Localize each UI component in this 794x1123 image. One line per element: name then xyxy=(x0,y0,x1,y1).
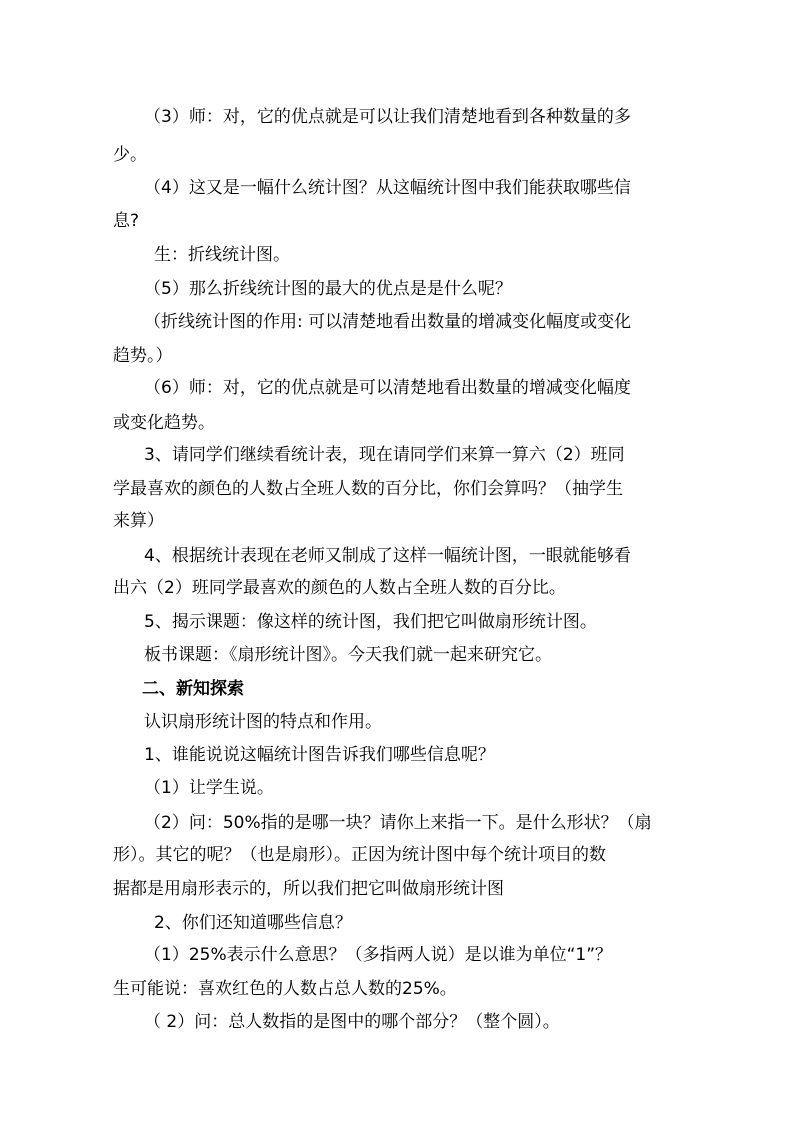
paragraph-line: 出六（2）班同学最喜欢的颜色的人数占全班人数的百分比。 xyxy=(113,578,566,598)
paragraph-line: （折线统计图的作用: 可以清楚地看出数量的增减变化幅度或变化 xyxy=(144,312,632,332)
paragraph-line: 1、谁能说说这幅统计图告诉我们哪些信息呢？ xyxy=(144,745,495,765)
paragraph-line: 3、请同学们继续看统计表，现在请同学们来算一算六（2）班同 xyxy=(144,445,625,465)
paragraph-line: 2、你们还知道哪些信息？ xyxy=(154,913,352,933)
paragraph-line: 认识扇形统计图的特点和作用。 xyxy=(144,712,382,732)
paragraph-line: 学最喜欢的颜色的人数占全班人数的百分比，你们会算吗？（抽学生 xyxy=(113,479,623,499)
paragraph-line: （3）师：对，它的优点就是可以让我们清楚地看到各种数量的多 xyxy=(144,107,631,127)
paragraph-line: 少。 xyxy=(113,145,147,165)
paragraph-line: 趋势。） xyxy=(113,346,173,366)
paragraph-line: （6）师：对，它的优点就是可以清楚地看出数量的增减变化幅度 xyxy=(144,378,631,398)
section-heading: 二、新知探索 xyxy=(142,679,244,699)
paragraph-line: （1）让学生说。 xyxy=(144,778,274,798)
paragraph-line: 息? xyxy=(113,211,140,231)
paragraph-line: 5、揭示课题：像这样的统计图，我们把它叫做扇形统计图。 xyxy=(144,612,597,632)
paragraph-line: 生可能说：喜欢红色的人数占总人数的25%。 xyxy=(113,979,457,999)
paragraph-line: 4、根据统计表现在老师又制成了这样一幅统计图，一眼就能够看 xyxy=(144,546,631,566)
paragraph-line: 生：折线统计图。 xyxy=(154,245,290,265)
paragraph-line: 或变化趋势。 xyxy=(113,413,215,433)
paragraph-line: 形）。其它的呢？（也是扇形）。正因为统计图中每个统计项目的数 xyxy=(113,845,606,865)
paragraph-line: （4）这又是一幅什么统计图？从这幅统计图中我们能获取哪些信 xyxy=(144,178,631,198)
paragraph-line: （5）那么折线统计图的最大的优点是是什么呢？ xyxy=(144,279,512,299)
paragraph-line: （2）问：50%指的是哪一块？请你上来指一下。是什么形状？（扇 xyxy=(144,813,652,833)
paragraph-line: （ 2）问：总人数指的是图中的哪个部分？（整个圆）。 xyxy=(144,1012,560,1032)
paragraph-line: 据都是用扇形表示的，所以我们把它叫做扇形统计图 xyxy=(113,879,504,899)
paragraph-line: 来算） xyxy=(113,511,164,531)
paragraph-line: （1）25%表示什么意思？（多指两人说）是以谁为单位“1”？ xyxy=(144,945,613,965)
paragraph-line: 板书课题：《扇形统计图》。今天我们就一起来研究它。 xyxy=(144,645,552,665)
